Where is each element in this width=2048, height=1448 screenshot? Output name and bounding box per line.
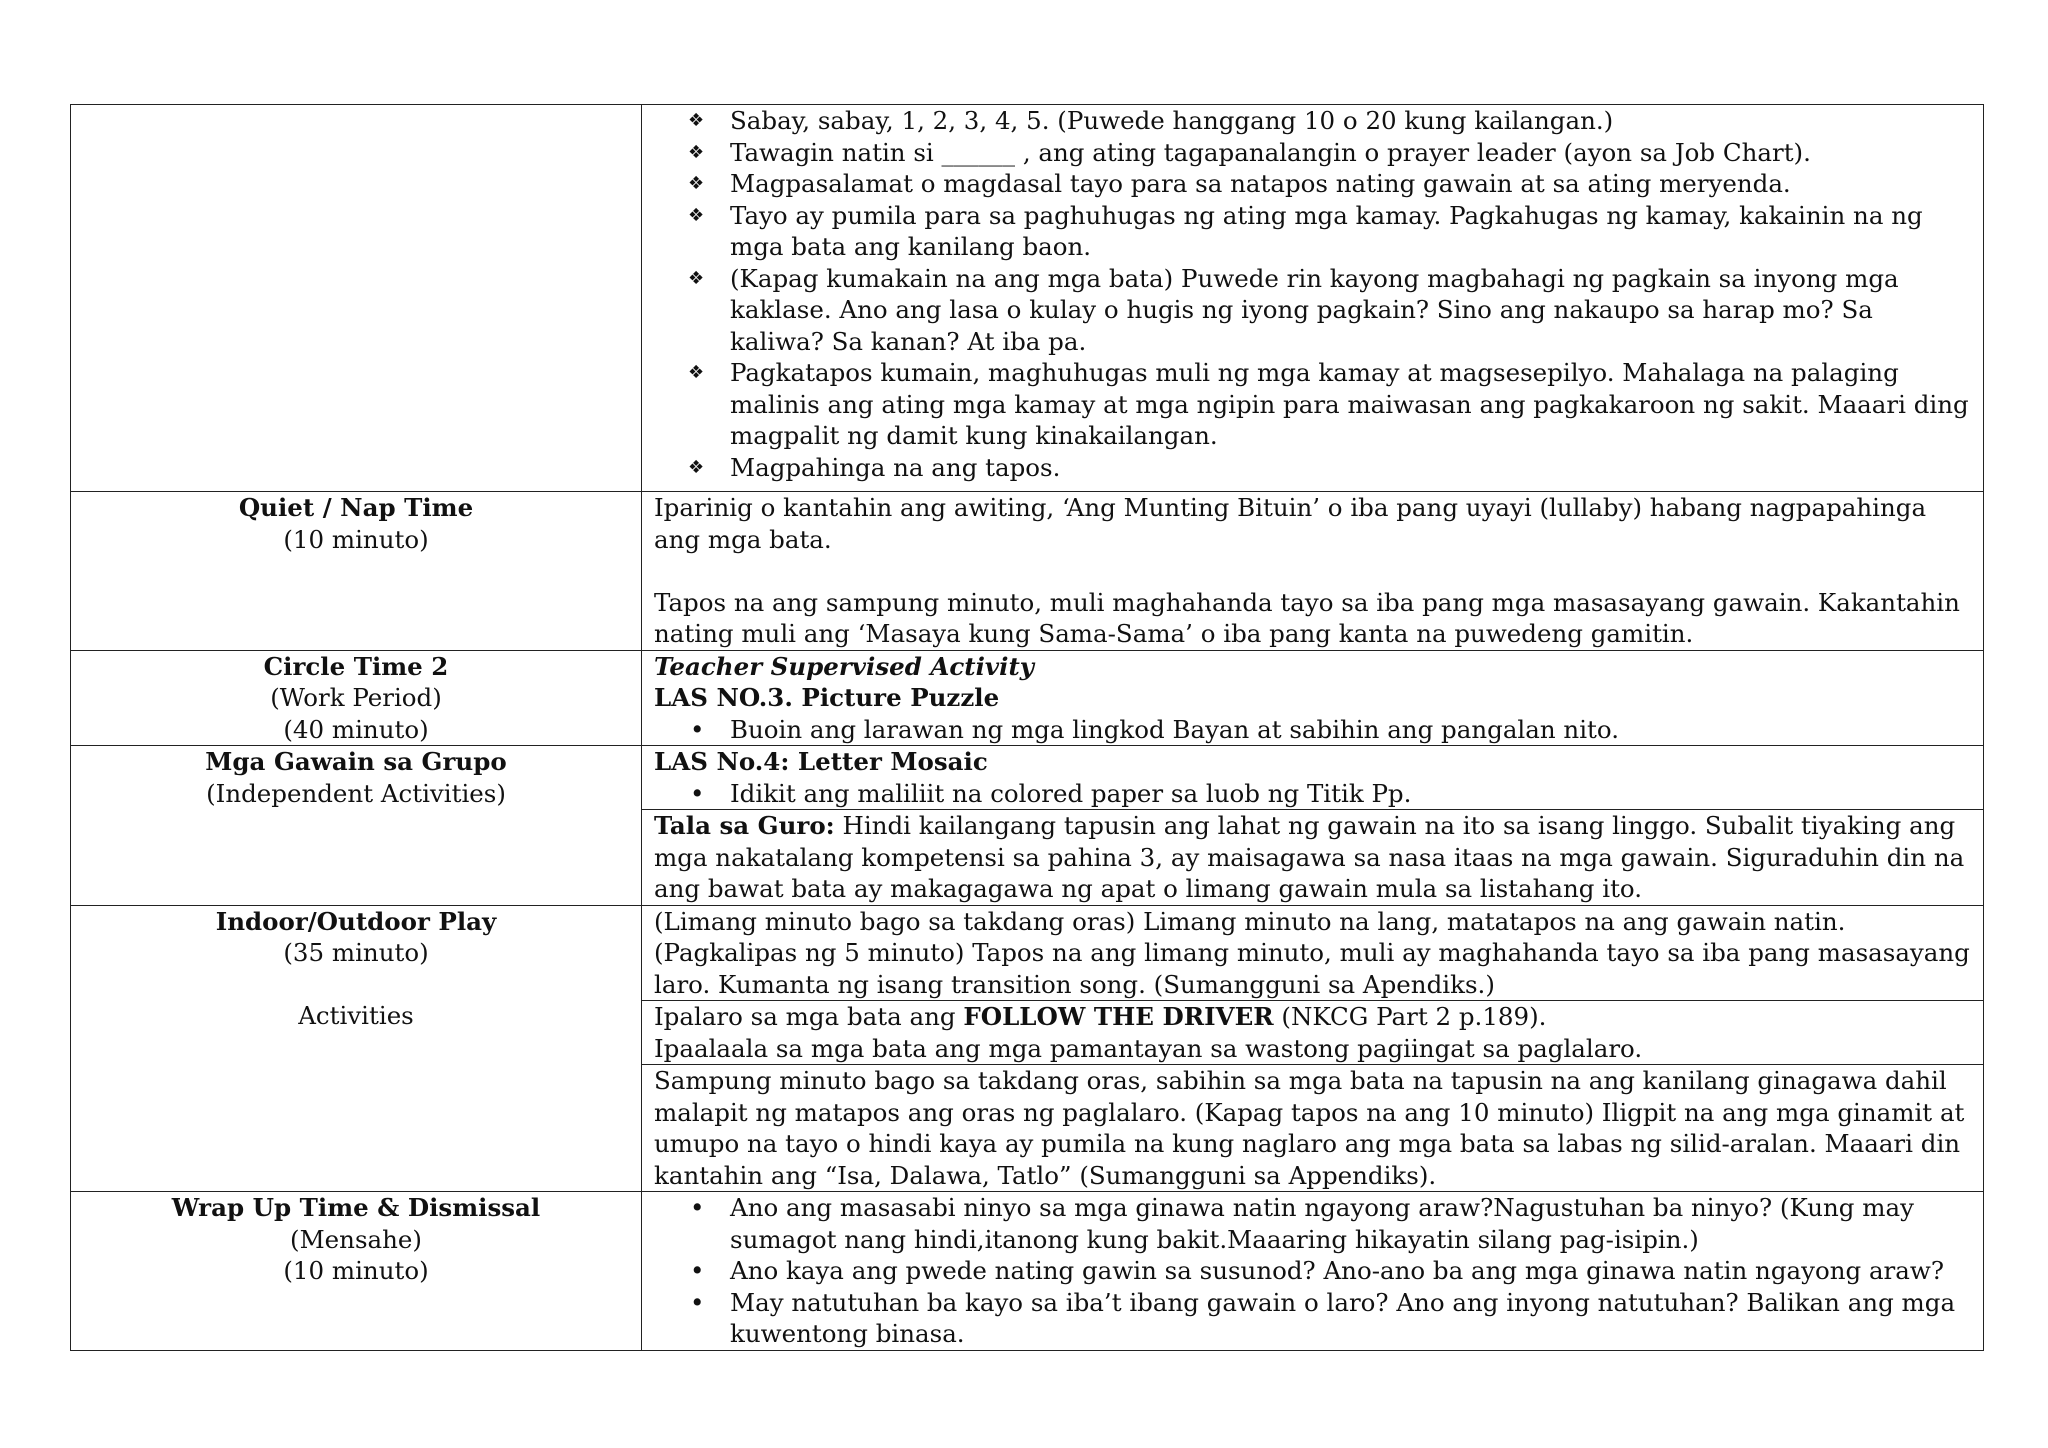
row-nap-time [71, 492, 1984, 651]
nap-time-label-cell [71, 492, 642, 651]
circle-time-label-cell [71, 650, 642, 746]
nap-time-title: Quiet / Nap Time [238, 493, 474, 522]
teacher-note-cell [642, 810, 1984, 906]
row-group-activities [71, 746, 1984, 810]
nap-time-paragraph: Tapos na ang sampung minuto, muli maghahanda tayo sa iba pang mga masasayang gawain. Kakantahin nating muli ang ‘Masaya kung Sama-Sama’ o iba pang kanta na puwedeng gamitin. [654, 587, 1960, 648]
teacher-note-text: Hindi kailangang tapusin ang lahat ng gawain na ito sa isang linggo. Subalit tiyaking ang mga nakatalang kompetensi sa pahina 3, ay maisagawa sa nasa itaas na mga gawain. Siguraduhin din na ang bawat bata ay makagagawa ng apat o limang gawain mula sa listahang ito. [654, 811, 1965, 903]
wrap-up-title: Wrap Up Time & Dismissal [171, 1193, 541, 1222]
meryenda-content-cell [642, 105, 1984, 492]
play-content-cell [642, 905, 1984, 1001]
group-activities-las-title: LAS No.4: Letter Mosaic [654, 747, 988, 776]
row-wrap-up [71, 1192, 1984, 1351]
circle-time-subtitle: (Work Period) [270, 683, 442, 712]
play-end-cell [642, 1065, 1984, 1192]
play-game-cell [642, 1001, 1984, 1065]
group-activities-content-cell [642, 746, 1984, 810]
circle-time-duration: (40 minuto) [283, 714, 429, 744]
list-item: • Buoin ang larawan ng mga lingkod Bayan at sabihin ang pangalan nito. [730, 714, 1971, 746]
circle-time-content-cell [642, 650, 1984, 746]
play-label-cell [71, 905, 642, 1192]
list-item: • May natutuhan ba kayo sa iba’t ibang gawain o laro? Ano ang inyong natutuhan? Balikan ang mga kuwentong binasa. [730, 1287, 1971, 1350]
nap-time-content-cell [642, 492, 1984, 651]
group-activities-subtitle: (Independent Activities) [206, 778, 506, 808]
row-circle-time [71, 650, 1984, 746]
list-item: ❖ Sabay, sabay, 1, 2, 3, 4, 5. (Puwede hanggang 10 o 20 kung kailangan.) [730, 105, 1971, 137]
list-item: • Ano kaya ang pwede nating gawin sa susunod? Ano-ano ba ang mga ginawa natin ngayong araw? [730, 1255, 1971, 1287]
list-item: ❖ Magpahinga na ang tapos. [730, 452, 1971, 484]
schedule-table [70, 104, 1984, 1351]
play-game-name: FOLLOW THE DRIVER [963, 1002, 1274, 1031]
group-activities-title: Mga Gawain sa Grupo [205, 747, 507, 776]
list-item: • Idikit ang maliliit na colored paper sa luob ng Titik Pp. [730, 778, 1971, 810]
lesson-plan-page [70, 104, 1984, 1351]
row-play [71, 905, 1984, 1001]
list-item: ❖ Tawagin natin si ______ , ang ating tagapanalangin o prayer leader (ayon sa Job Chart). [730, 137, 1971, 169]
circle-time-list [654, 714, 1971, 746]
row-meryenda [71, 105, 1984, 492]
circle-time-title: Circle Time 2 [263, 651, 449, 681]
list-item: ❖ Pagkatapos kumain, maghuhugas muli ng mga kamay at magsesepilyo. Mahalaga na palaging malinis ang ating mga kamay at mga ngipin para maiwasan ang pagkakaroon ng sakit. Maaari ding magpalit ng damit kung kinakailangan. [730, 357, 1971, 452]
teacher-note-label: Tala sa Guro: [654, 811, 835, 840]
wrap-up-subtitle: (Mensahe) [290, 1224, 422, 1254]
play-end-paragraph: Sampung minuto bago sa takdang oras, sabihin sa mga bata na tapusin na ang kanilang ginagawa dahil malapit ng matapos ang oras ng paglalaro. (Kapag tapos na ang 10 minuto) Iligpit na ang mga ginamit at umupo na tayo o hindi kaya ay pumila na kung naglaro ang mga bata sa labas ng silid-aralan. Maaari din kantahin ang “Isa, Dalawa, Tatlo” (Sumangguni sa Appendiks). [654, 1066, 1965, 1190]
nap-time-paragraph: Iparinig o kantahin ang awiting, ‘Ang Munting Bituin’ o iba pang uyayi (lullaby) habang nagpapahinga ang mga bata. [654, 493, 1927, 554]
wrap-up-label-cell [71, 1192, 642, 1351]
play-duration: (35 minuto) [283, 938, 429, 967]
play-game-reminder: Ipaalaala sa mga bata ang mga pamantayan sa wastong pagiingat sa paglalaro. [654, 1033, 1643, 1063]
list-item: • Ano ang masasabi ninyo sa mga ginawa natin ngayong araw?Nagustuhan ba ninyo? (Kung may sumagot nang hindi,itanong kung bakit.Maaaring hikayatin silang pag-isipin.) [730, 1192, 1971, 1255]
play-paragraph: (Limang minuto bago sa takdang oras) Limang minuto na lang, matatapos na ang gawain natin. (Pagkalipas ng 5 minuto) Tapos na ang limang minuto, muli ay maghahanda tayo sa iba pang masasayang laro. Kumanta ng isang transition song. (Sumangguni sa Apendiks.) [654, 906, 1970, 999]
play-title: Indoor/Outdoor Play [215, 906, 497, 936]
group-activities-list [654, 778, 1971, 810]
meryenda-steps-list [654, 105, 1971, 483]
list-item: ❖ Magpasalamat o magdasal tayo para sa natapos nating gawain at sa ating meryenda. [730, 168, 1971, 200]
play-game-ref: (NKCG Part 2 p.189). [1273, 1002, 1547, 1031]
meryenda-label-cell [71, 105, 642, 492]
circle-time-las-title: LAS NO.3. Picture Puzzle [654, 683, 1000, 712]
list-item: ❖ Tayo ay pumila para sa paghuhugas ng ating mga kamay. Pagkahugas ng kamay, kakainin na ng mga bata ang kanilang baon. [730, 200, 1971, 263]
circle-time-heading: Teacher Supervised Activity [654, 651, 1035, 681]
wrap-up-content-cell [642, 1192, 1984, 1351]
list-item: ❖ (Kapag kumakain na ang mga bata) Puwede rin kayong magbahagi ng pagkain sa inyong mga kaklase. Ano ang lasa o kulay o hugis ng iyong pagkain? Sino ang nakaupo sa harap mo? Sa kaliwa? Sa kanan? At iba pa. [730, 263, 1971, 358]
nap-time-duration: (10 minuto) [283, 524, 429, 554]
wrap-up-duration: (10 minuto) [283, 1256, 429, 1285]
wrap-up-list [654, 1192, 1971, 1350]
play-activities-label: Activities [298, 1001, 414, 1030]
group-activities-label-cell [71, 746, 642, 906]
play-game-text: Ipalaro sa mga bata ang [654, 1002, 964, 1031]
